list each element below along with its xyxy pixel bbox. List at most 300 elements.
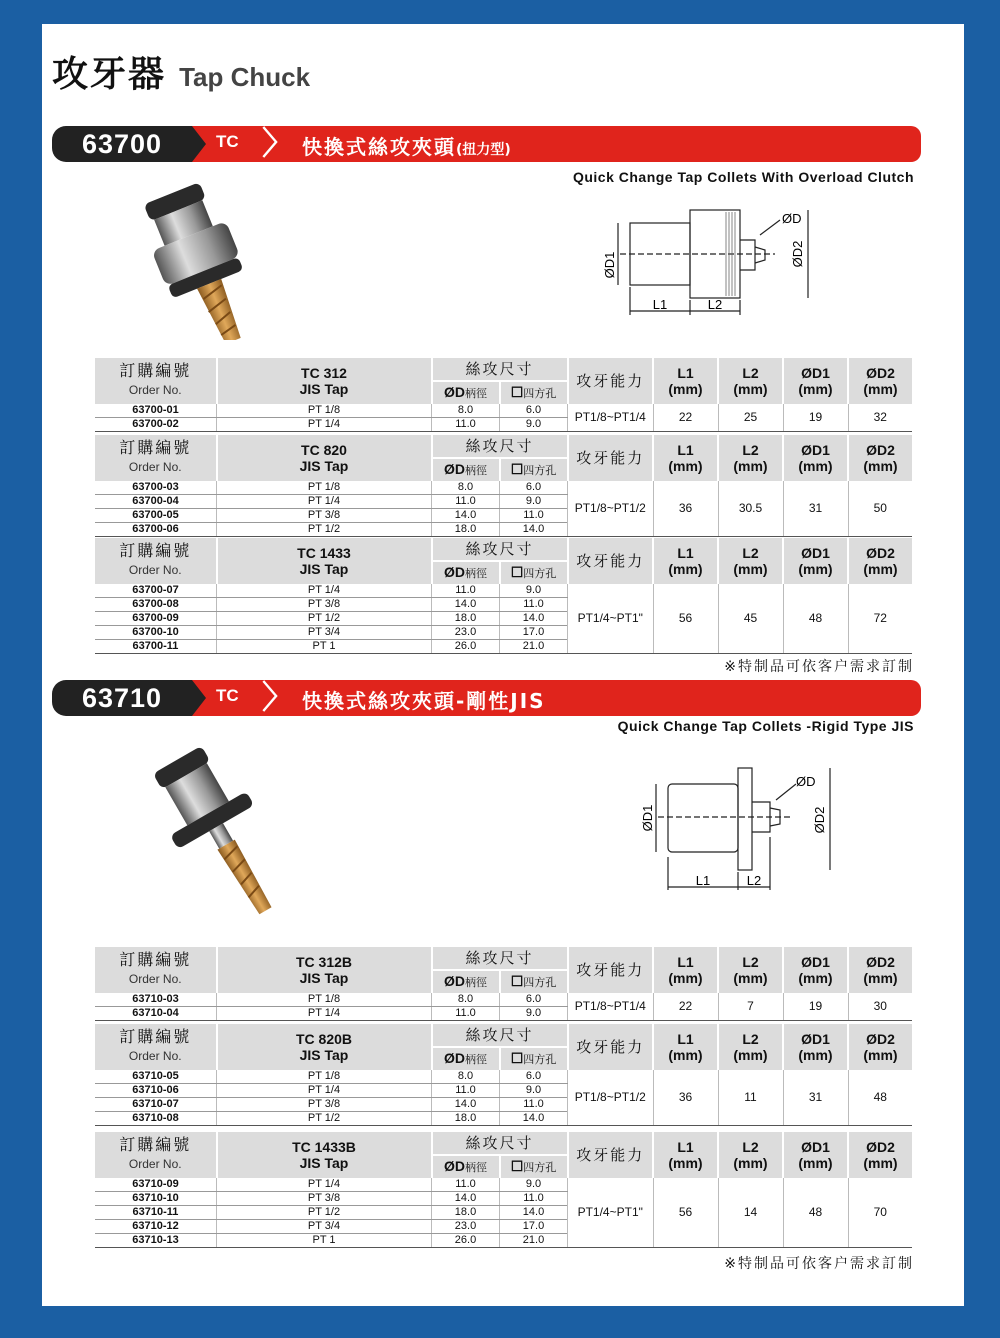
- dim-header-d2: [848, 947, 912, 993]
- dim-header-label: ØD2: [866, 1139, 895, 1155]
- capacity-header: 攻牙能力: [568, 1132, 654, 1178]
- spec-table: [95, 947, 912, 1021]
- dim-header-label: L2: [742, 545, 759, 561]
- order-no-header-en: Order No.: [128, 460, 182, 474]
- drawing-label-d: ØD: [796, 774, 816, 789]
- order-no-header: [95, 1132, 217, 1178]
- order-no-header: [95, 435, 217, 481]
- shank-dia: 8.0: [432, 1070, 500, 1084]
- spec-table-header: [95, 358, 912, 381]
- tap-size: PT 1/2: [217, 1112, 432, 1126]
- shank-dia: 11.0: [432, 495, 500, 509]
- square-size: 14.0: [500, 523, 568, 537]
- dim-header-unit: (mm): [668, 1155, 703, 1171]
- capacity-value: PT1/8~PT1/2: [568, 1070, 654, 1126]
- square-size: 9.0: [500, 495, 568, 509]
- dim-header-l1: [653, 1024, 718, 1070]
- dim-header-d1: [783, 1024, 848, 1070]
- shank-dia-label: 柄徑: [465, 1053, 487, 1066]
- title-en: Tap Chuck: [179, 62, 311, 92]
- dim-value-d2: 48: [848, 1070, 912, 1126]
- table-row: [95, 584, 912, 598]
- order-no: 63700-02: [95, 418, 217, 432]
- dim-header-unit: (mm): [733, 1155, 768, 1171]
- model-header: [217, 358, 432, 404]
- dim-header-unit: (mm): [668, 561, 703, 577]
- dim-header-label: ØD1: [801, 442, 830, 458]
- order-no-header-zh: 訂購編號: [119, 952, 192, 969]
- shank-dia: 23.0: [432, 1220, 500, 1234]
- square-size: 6.0: [500, 481, 568, 495]
- tap-size-header: 絲攻尺寸: [432, 1024, 568, 1047]
- square-size: 17.0: [500, 1220, 568, 1234]
- square-header: [500, 970, 568, 993]
- custom-order-note: ※特制品可依客户需求訂制: [724, 659, 914, 675]
- order-no: 63710-10: [95, 1192, 217, 1206]
- model-sub: JIS Tap: [299, 458, 349, 474]
- square-size: 11.0: [500, 509, 568, 523]
- page-title: [52, 46, 310, 97]
- dim-header-label: ØD1: [801, 1139, 830, 1155]
- shank-dia: 18.0: [432, 523, 500, 537]
- shank-dia: 26.0: [432, 1234, 500, 1248]
- shank-dia: 18.0: [432, 612, 500, 626]
- dim-header-label: L2: [742, 365, 759, 381]
- drawing-label-l2: L2: [746, 873, 762, 888]
- dim-value-d2: 32: [848, 404, 912, 432]
- title-zh: 攻牙器: [52, 54, 167, 95]
- dim-header-unit: (mm): [798, 458, 833, 474]
- order-no-header-zh: 訂購編號: [119, 1029, 192, 1046]
- table-row: [95, 481, 912, 495]
- tap-size: PT 1/2: [217, 1206, 432, 1220]
- section-code: 63710: [52, 680, 192, 716]
- order-no: 63710-08: [95, 1112, 217, 1126]
- shank-dia: 11.0: [432, 1178, 500, 1192]
- dim-header-label: ØD1: [801, 1031, 830, 1047]
- drawing-label-d2: ØD2: [812, 806, 827, 834]
- shank-dia: 8.0: [432, 404, 500, 418]
- product-photo-63700: [140, 180, 310, 340]
- dim-header-unit: (mm): [668, 381, 703, 397]
- shank-dia-header: [432, 458, 500, 481]
- table-row: [95, 993, 912, 1007]
- order-no: 63700-09: [95, 612, 217, 626]
- capacity-header: 攻牙能力: [568, 435, 654, 481]
- capacity-value: PT1/8~PT1/2: [568, 481, 654, 537]
- order-no: 63710-04: [95, 1007, 217, 1021]
- dim-header-label: ØD1: [801, 545, 830, 561]
- model-sub: JIS Tap: [299, 1047, 349, 1063]
- square-size: 9.0: [500, 1178, 568, 1192]
- dim-value-l1: 56: [653, 584, 718, 654]
- model-name: TC 820B: [295, 1031, 353, 1047]
- drawing-label-l1: L1: [652, 297, 668, 312]
- dim-header-label: L1: [677, 365, 694, 381]
- section-name-zh: 快換式絲攻夾頭(扭力型): [302, 135, 511, 159]
- table-row: [95, 1178, 912, 1192]
- shank-dia-header: [432, 970, 500, 993]
- square-size: 11.0: [500, 1192, 568, 1206]
- section-name-zh: 快換式絲攻夾頭-剛性JIS: [302, 689, 546, 713]
- dim-header-unit: (mm): [668, 970, 703, 986]
- dim-header-unit: (mm): [668, 1047, 703, 1063]
- dim-value-l2: 45: [718, 584, 783, 654]
- tap-size: PT 1/8: [217, 1070, 432, 1084]
- tap-size: PT 3/4: [217, 1220, 432, 1234]
- capacity-header: 攻牙能力: [568, 358, 654, 404]
- drawing-label-d1: ØD1: [602, 251, 617, 279]
- order-no-header: [95, 947, 217, 993]
- order-no: 63710-03: [95, 993, 217, 1007]
- model-name: TC 312B: [295, 954, 353, 970]
- dim-header-d2: [848, 1024, 912, 1070]
- square-label: 四方孔: [523, 1161, 557, 1174]
- drawing-label-d1: ØD1: [640, 804, 655, 832]
- section-name-en: Quick Change Tap Collets -Rigid Type JIS: [617, 718, 914, 734]
- square-size: 6.0: [500, 1070, 568, 1084]
- dim-header-unit: (mm): [733, 458, 768, 474]
- dim-header-unit: (mm): [863, 561, 898, 577]
- dim-value-l2: 7: [718, 993, 783, 1021]
- spec-table: [95, 1024, 912, 1126]
- drawing-label-l2: L2: [707, 297, 723, 312]
- square-header: [500, 561, 568, 584]
- square-header: [500, 458, 568, 481]
- order-no-header-en: Order No.: [128, 563, 182, 577]
- square-header: [500, 1155, 568, 1178]
- dim-value-d2: 30: [848, 993, 912, 1021]
- dim-header-unit: (mm): [733, 970, 768, 986]
- square-icon: ☐: [510, 563, 524, 580]
- product-photo-63710: [150, 740, 330, 920]
- dim-header-l2: [718, 538, 783, 584]
- spec-table-header: [95, 435, 912, 458]
- shank-dia-label: 柄徑: [465, 976, 487, 989]
- tap-size: PT 1/4: [217, 1007, 432, 1021]
- model-header: [217, 435, 432, 481]
- tap-size: PT 3/8: [217, 1192, 432, 1206]
- diameter-symbol: ØD: [444, 460, 465, 477]
- dim-header-d1: [783, 947, 848, 993]
- square-size: 14.0: [500, 612, 568, 626]
- square-size: 11.0: [500, 598, 568, 612]
- tap-size: PT 1/2: [217, 612, 432, 626]
- dim-header-d1: [783, 358, 848, 404]
- shank-dia: 8.0: [432, 993, 500, 1007]
- shank-dia: 14.0: [432, 598, 500, 612]
- order-no-header-en: Order No.: [128, 383, 182, 397]
- dim-header-label: L1: [677, 442, 694, 458]
- capacity-header: 攻牙能力: [568, 538, 654, 584]
- drawing-label-l1: L1: [695, 873, 711, 888]
- order-no-header-zh: 訂購編號: [119, 543, 192, 560]
- model-name: TC 1433: [297, 545, 351, 561]
- drawing-63710: [630, 762, 850, 892]
- square-size: 14.0: [500, 1206, 568, 1220]
- square-size: 14.0: [500, 1112, 568, 1126]
- spec-table-header: [95, 1132, 912, 1155]
- model-header: [217, 1132, 432, 1178]
- dim-header-label: L2: [742, 954, 759, 970]
- dim-value-l2: 30.5: [718, 481, 783, 537]
- capacity-value: PT1/4~PT1": [568, 1178, 654, 1248]
- dim-value-d2: 72: [848, 584, 912, 654]
- square-size: 11.0: [500, 1098, 568, 1112]
- section-bar-wedge: [192, 126, 206, 162]
- dim-header-d1: [783, 1132, 848, 1178]
- square-header: [500, 1047, 568, 1070]
- shank-dia: 14.0: [432, 1098, 500, 1112]
- order-no: 63700-03: [95, 481, 217, 495]
- tap-size: PT 1/4: [217, 495, 432, 509]
- order-no-header-zh: 訂購編號: [119, 1137, 192, 1154]
- dim-header-label: L1: [677, 1139, 694, 1155]
- capacity-value: PT1/8~PT1/4: [568, 404, 654, 432]
- spec-table-header: [95, 947, 912, 970]
- shank-dia: 18.0: [432, 1206, 500, 1220]
- shank-dia-header: [432, 1047, 500, 1070]
- square-icon: ☐: [510, 1049, 524, 1066]
- section-code: 63700: [52, 126, 192, 162]
- model-sub: JIS Tap: [299, 561, 349, 577]
- dim-header-label: L2: [742, 442, 759, 458]
- order-no: 63700-11: [95, 640, 217, 654]
- order-no-header-en: Order No.: [128, 972, 182, 986]
- order-no: 63700-01: [95, 404, 217, 418]
- model-header: [217, 538, 432, 584]
- dim-header-unit: (mm): [668, 458, 703, 474]
- dim-header-unit: (mm): [733, 381, 768, 397]
- table-row: [95, 1070, 912, 1084]
- dim-header-label: L1: [677, 545, 694, 561]
- dim-value-l1: 56: [653, 1178, 718, 1248]
- chevron-right-icon: 〉: [262, 124, 295, 162]
- spec-table: [95, 1132, 912, 1248]
- shank-dia: 26.0: [432, 640, 500, 654]
- dim-header-unit: (mm): [863, 1047, 898, 1063]
- dim-header-unit: (mm): [863, 1155, 898, 1171]
- shank-dia: 8.0: [432, 481, 500, 495]
- order-no: 63700-04: [95, 495, 217, 509]
- shank-dia-label: 柄徑: [465, 387, 487, 400]
- dim-value-l2: 11: [718, 1070, 783, 1126]
- square-label: 四方孔: [523, 567, 557, 580]
- square-icon: ☐: [510, 1157, 524, 1174]
- order-no-header-zh: 訂購編號: [119, 363, 192, 380]
- section-bar-63700: [52, 126, 921, 162]
- section-tag: TC: [216, 686, 239, 705]
- dim-header-l1: [653, 538, 718, 584]
- spec-table: [95, 358, 912, 432]
- square-label: 四方孔: [523, 976, 557, 989]
- spec-table-header: [95, 538, 912, 561]
- order-no: 63710-05: [95, 1070, 217, 1084]
- square-header: [500, 381, 568, 404]
- tap-size: PT 1: [217, 640, 432, 654]
- square-size: 9.0: [500, 1084, 568, 1098]
- order-no: 63710-11: [95, 1206, 217, 1220]
- shank-dia-header: [432, 561, 500, 584]
- custom-order-note: ※特制品可依客户需求訂制: [724, 1256, 914, 1272]
- dim-value-l1: 36: [653, 1070, 718, 1126]
- diameter-symbol: ØD: [444, 383, 465, 400]
- model-name: TC 312: [301, 365, 347, 381]
- dim-header-unit: (mm): [798, 381, 833, 397]
- shank-dia: 14.0: [432, 1192, 500, 1206]
- tap-size-header: 絲攻尺寸: [432, 538, 568, 561]
- shank-dia: 18.0: [432, 1112, 500, 1126]
- shank-dia: 11.0: [432, 1007, 500, 1021]
- shank-dia-label: 柄徑: [465, 464, 487, 477]
- square-size: 9.0: [500, 1007, 568, 1021]
- order-no: 63710-09: [95, 1178, 217, 1192]
- tap-size-header: 絲攻尺寸: [432, 358, 568, 381]
- diameter-symbol: ØD: [444, 563, 465, 580]
- dim-value-l1: 36: [653, 481, 718, 537]
- dim-header-label: L2: [742, 1031, 759, 1047]
- dim-header-label: ØD2: [866, 954, 895, 970]
- chevron-right-icon: 〉: [262, 678, 295, 716]
- tap-size: PT 1/4: [217, 1084, 432, 1098]
- dim-header-label: L2: [742, 1139, 759, 1155]
- square-label: 四方孔: [523, 387, 557, 400]
- diameter-symbol: ØD: [444, 972, 465, 989]
- table-row: [95, 404, 912, 418]
- tap-size: PT 3/8: [217, 598, 432, 612]
- order-no-header-en: Order No.: [128, 1049, 182, 1063]
- dim-value-d2: 50: [848, 481, 912, 537]
- dim-header-unit: (mm): [798, 1155, 833, 1171]
- spec-table: [95, 435, 912, 537]
- spec-table-header: [95, 1024, 912, 1047]
- dim-header-label: ØD2: [866, 1031, 895, 1047]
- dim-header-l2: [718, 947, 783, 993]
- spec-table: [95, 538, 912, 654]
- dim-header-label: ØD1: [801, 954, 830, 970]
- square-size: 6.0: [500, 993, 568, 1007]
- tap-size-header: 絲攻尺寸: [432, 1132, 568, 1155]
- order-no-header-en: Order No.: [128, 1157, 182, 1171]
- diameter-symbol: ØD: [444, 1049, 465, 1066]
- model-name: TC 820: [301, 442, 347, 458]
- dim-value-l1: 22: [653, 404, 718, 432]
- tap-size: PT 3/8: [217, 1098, 432, 1112]
- tap-size: PT 1/8: [217, 993, 432, 1007]
- square-icon: ☐: [510, 972, 524, 989]
- dim-header-unit: (mm): [798, 1047, 833, 1063]
- tap-size-header: 絲攻尺寸: [432, 435, 568, 458]
- dim-header-label: ØD2: [866, 365, 895, 381]
- order-no-header: [95, 538, 217, 584]
- tap-size: PT 1/4: [217, 418, 432, 432]
- order-no: 63700-07: [95, 584, 217, 598]
- tap-size: PT 3/4: [217, 626, 432, 640]
- dim-header-l1: [653, 1132, 718, 1178]
- dim-header-d1: [783, 538, 848, 584]
- tap-size: PT 1: [217, 1234, 432, 1248]
- dim-value-d1: 31: [783, 481, 848, 537]
- section-tag: TC: [216, 132, 239, 151]
- drawing-label-d: ØD: [782, 211, 802, 226]
- square-icon: ☐: [510, 460, 524, 477]
- capacity-value: PT1/4~PT1": [568, 584, 654, 654]
- model-sub: JIS Tap: [299, 381, 349, 397]
- dim-header-label: ØD2: [866, 442, 895, 458]
- order-no: 63710-12: [95, 1220, 217, 1234]
- shank-dia: 23.0: [432, 626, 500, 640]
- model-header: [217, 947, 432, 993]
- dim-header-d2: [848, 358, 912, 404]
- dim-header-unit: (mm): [798, 561, 833, 577]
- square-icon: ☐: [510, 383, 524, 400]
- dim-header-l1: [653, 947, 718, 993]
- dim-header-l2: [718, 358, 783, 404]
- order-no: 63710-13: [95, 1234, 217, 1248]
- dim-header-d2: [848, 538, 912, 584]
- order-no: 63710-07: [95, 1098, 217, 1112]
- dim-header-d1: [783, 435, 848, 481]
- model-sub: JIS Tap: [299, 970, 349, 986]
- shank-dia: 11.0: [432, 584, 500, 598]
- shank-dia-header: [432, 1155, 500, 1178]
- square-size: 21.0: [500, 640, 568, 654]
- dim-header-l2: [718, 1132, 783, 1178]
- order-no-header: [95, 358, 217, 404]
- shank-dia: 11.0: [432, 1084, 500, 1098]
- dim-header-l2: [718, 435, 783, 481]
- dim-header-label: ØD1: [801, 365, 830, 381]
- model-name: TC 1433B: [292, 1139, 356, 1155]
- dim-value-d1: 19: [783, 404, 848, 432]
- shank-dia: 14.0: [432, 509, 500, 523]
- shank-dia-label: 柄徑: [465, 567, 487, 580]
- drawing-label-d2: ØD2: [790, 240, 805, 268]
- tap-size: PT 3/8: [217, 509, 432, 523]
- dim-value-d1: 31: [783, 1070, 848, 1126]
- square-size: 9.0: [500, 584, 568, 598]
- dim-header-d2: [848, 435, 912, 481]
- dim-header-unit: (mm): [733, 1047, 768, 1063]
- capacity-value: PT1/8~PT1/4: [568, 993, 654, 1021]
- diameter-symbol: ØD: [444, 1157, 465, 1174]
- section-bar-wedge: [192, 680, 206, 716]
- section-bar-63710: [52, 680, 921, 716]
- dim-header-unit: (mm): [733, 561, 768, 577]
- dim-header-label: L1: [677, 1031, 694, 1047]
- dim-header-unit: (mm): [863, 381, 898, 397]
- capacity-header: 攻牙能力: [568, 1024, 654, 1070]
- dim-header-l1: [653, 358, 718, 404]
- dim-header-unit: (mm): [798, 970, 833, 986]
- dim-header-d2: [848, 1132, 912, 1178]
- dim-value-d2: 70: [848, 1178, 912, 1248]
- shank-dia: 11.0: [432, 418, 500, 432]
- dim-value-d1: 48: [783, 584, 848, 654]
- square-size: 9.0: [500, 418, 568, 432]
- square-label: 四方孔: [523, 464, 557, 477]
- order-no: 63710-06: [95, 1084, 217, 1098]
- dim-header-l2: [718, 1024, 783, 1070]
- shank-dia-header: [432, 381, 500, 404]
- order-no: 63700-06: [95, 523, 217, 537]
- dim-header-l1: [653, 435, 718, 481]
- tap-size: PT 1/4: [217, 584, 432, 598]
- section-name-en: Quick Change Tap Collets With Overload Clutch: [572, 169, 914, 185]
- capacity-header: 攻牙能力: [568, 947, 654, 993]
- dim-value-l2: 14: [718, 1178, 783, 1248]
- tap-size: PT 1/2: [217, 523, 432, 537]
